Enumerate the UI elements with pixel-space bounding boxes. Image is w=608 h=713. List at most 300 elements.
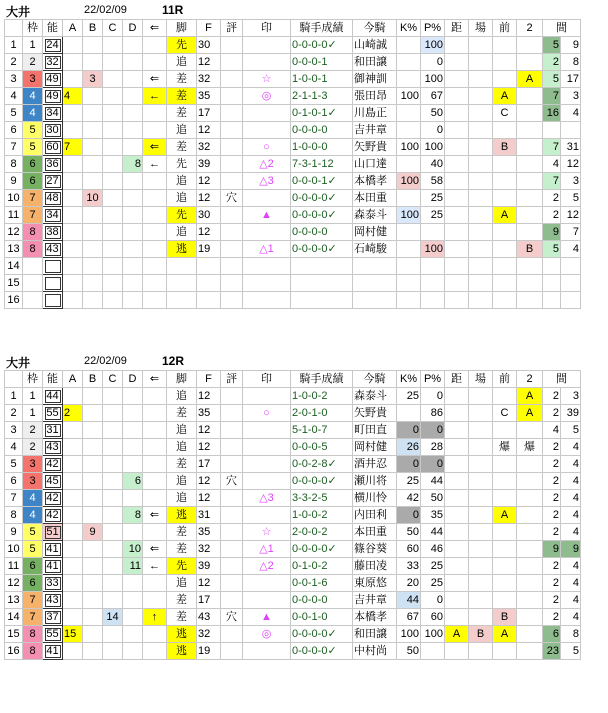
f-value: 12 — [197, 122, 221, 139]
table-row[interactable] — [5, 405, 581, 422]
course-flag — [469, 541, 493, 558]
horse-number: 15 — [5, 626, 23, 643]
rank-a — [63, 456, 83, 473]
horse-number: 4 — [5, 88, 23, 105]
rank-d — [123, 592, 143, 609]
p-percent: 100 — [421, 626, 445, 643]
rank-b — [83, 388, 103, 405]
rank-b — [83, 122, 103, 139]
running-style: 差 — [167, 609, 197, 626]
header-cell: 間 — [543, 371, 581, 388]
p-percent: 50 — [421, 490, 445, 507]
table-row[interactable] — [5, 422, 581, 439]
frame-number — [23, 258, 43, 275]
prediction-mark: △2 — [243, 156, 291, 173]
empty-cell — [421, 258, 445, 275]
table-row[interactable] — [5, 524, 581, 541]
rank-b — [83, 173, 103, 190]
ability-score: 43 — [43, 592, 63, 609]
rank-c — [103, 626, 123, 643]
frame-number: 3 — [23, 473, 43, 490]
empty-cell — [103, 258, 123, 275]
table-row[interactable] — [5, 592, 581, 609]
frame-number: 1 — [23, 388, 43, 405]
ability-score: 48 — [43, 190, 63, 207]
header-cell: 脚 — [167, 371, 197, 388]
rank-b — [83, 626, 103, 643]
table-row[interactable] — [5, 241, 581, 258]
arrow-mark — [143, 173, 167, 190]
header-cell: 枠 — [23, 371, 43, 388]
table-row[interactable] — [5, 71, 581, 88]
rank-a — [63, 524, 83, 541]
interval-2: 4 — [561, 609, 581, 626]
rank-d: 6 — [123, 473, 143, 490]
running-style: 追 — [167, 122, 197, 139]
rank-a — [63, 439, 83, 456]
k-percent — [397, 71, 421, 88]
jockey-name: 川島正 — [353, 105, 397, 122]
horse-number: 16 — [5, 292, 23, 309]
table-row[interactable] — [5, 258, 581, 275]
running-style: 追 — [167, 439, 197, 456]
rank-a — [63, 207, 83, 224]
interval-1: 7 — [543, 88, 561, 105]
jockey-name: 森泰斗 — [353, 388, 397, 405]
evaluation — [221, 422, 243, 439]
evaluation — [221, 456, 243, 473]
rank-d — [123, 439, 143, 456]
prediction-mark — [243, 439, 291, 456]
rank-d — [123, 456, 143, 473]
p-percent: 25 — [421, 207, 445, 224]
interval-2: 4 — [561, 592, 581, 609]
evaluation — [221, 507, 243, 524]
course-flag — [469, 456, 493, 473]
jockey-name: 内田利 — [353, 507, 397, 524]
rank-a — [63, 105, 83, 122]
jockey-record: 0-0-1-0 — [291, 609, 353, 626]
course-flag — [469, 54, 493, 71]
p-percent: 0 — [421, 592, 445, 609]
jockey-record: 2-1-1-3 — [291, 88, 353, 105]
interval-2: 4 — [561, 456, 581, 473]
f-value: 39 — [197, 156, 221, 173]
prediction-mark — [243, 643, 291, 660]
arrow-mark — [143, 54, 167, 71]
table-row[interactable] — [5, 122, 581, 139]
header-cell — [5, 371, 23, 388]
table-row[interactable] — [5, 88, 581, 105]
jockey-name: 篠谷葵 — [353, 541, 397, 558]
jockey-record: 7-3-1-12 — [291, 156, 353, 173]
frame-number: 7 — [23, 609, 43, 626]
f-value: 31 — [197, 507, 221, 524]
table-row[interactable] — [5, 626, 581, 643]
frame-number — [23, 275, 43, 292]
second-flag — [517, 190, 543, 207]
empty-cell — [83, 275, 103, 292]
interval-2: 4 — [561, 105, 581, 122]
prediction-mark: △3 — [243, 490, 291, 507]
empty-cell — [517, 258, 543, 275]
empty-cell — [197, 292, 221, 309]
rank-c — [103, 105, 123, 122]
table-row[interactable] — [5, 54, 581, 71]
ability-score: 43 — [43, 439, 63, 456]
running-style: 先 — [167, 37, 197, 54]
running-style: 逃 — [167, 507, 197, 524]
previous-flag — [493, 388, 517, 405]
running-style: 追 — [167, 173, 197, 190]
table-row[interactable] — [5, 490, 581, 507]
f-value: 12 — [197, 190, 221, 207]
rank-c — [103, 541, 123, 558]
rank-b — [83, 37, 103, 54]
ability-score: 33 — [43, 575, 63, 592]
table-row[interactable] — [5, 156, 581, 173]
ability-score: 38 — [43, 224, 63, 241]
interval-1: 9 — [543, 224, 561, 241]
second-flag — [517, 88, 543, 105]
rank-c — [103, 54, 123, 71]
running-style: 追 — [167, 490, 197, 507]
interval-1: 2 — [543, 490, 561, 507]
table-row[interactable] — [5, 643, 581, 660]
ability-score: 41 — [43, 558, 63, 575]
jockey-record: 2-0-1-0 — [291, 405, 353, 422]
ability-score: 43 — [43, 241, 63, 258]
prediction-mark: ◎ — [243, 88, 291, 105]
empty-cell — [543, 275, 561, 292]
p-percent: 58 — [421, 173, 445, 190]
previous-flag — [493, 422, 517, 439]
k-percent: 0 — [397, 422, 421, 439]
rank-a — [63, 241, 83, 258]
horse-number: 6 — [5, 473, 23, 490]
prediction-mark: ○ — [243, 405, 291, 422]
p-percent: 100 — [421, 37, 445, 54]
empty-cell — [543, 258, 561, 275]
rank-c — [103, 643, 123, 660]
header-cell — [5, 20, 23, 37]
rank-c — [103, 241, 123, 258]
running-style: 差 — [167, 592, 197, 609]
second-flag — [517, 122, 543, 139]
rank-c — [103, 88, 123, 105]
rank-d — [123, 405, 143, 422]
rank-b — [83, 609, 103, 626]
rank-c — [103, 224, 123, 241]
frame-number: 6 — [23, 558, 43, 575]
jockey-record: 0-0-2-8✓ — [291, 456, 353, 473]
venue-name: 大井 — [6, 5, 31, 19]
horse-number: 1 — [5, 37, 23, 54]
rank-d — [123, 643, 143, 660]
k-percent: 67 — [397, 609, 421, 626]
interval-1: 7 — [543, 139, 561, 156]
p-percent: 0 — [421, 388, 445, 405]
p-percent: 86 — [421, 405, 445, 422]
previous-flag — [493, 524, 517, 541]
jockey-record: 0-0-0-0 — [291, 122, 353, 139]
f-value: 12 — [197, 173, 221, 190]
jockey-name: 中村尚 — [353, 643, 397, 660]
jockey-record: 0-0-0-0 — [291, 224, 353, 241]
interval-1: 2 — [543, 473, 561, 490]
table-row[interactable] — [5, 207, 581, 224]
ability-score: 60 — [43, 139, 63, 156]
interval-2: 9 — [561, 541, 581, 558]
interval-2: 5 — [561, 422, 581, 439]
rank-b: 9 — [83, 524, 103, 541]
frame-number: 6 — [23, 575, 43, 592]
interval-1: 2 — [543, 405, 561, 422]
rank-d — [123, 173, 143, 190]
f-value: 35 — [197, 405, 221, 422]
course-flag — [469, 507, 493, 524]
table-row[interactable] — [5, 456, 581, 473]
rank-a — [63, 54, 83, 71]
evaluation — [221, 626, 243, 643]
jockey-record: 0-0-1-6 — [291, 575, 353, 592]
rank-d — [123, 224, 143, 241]
rank-c — [103, 388, 123, 405]
table-row[interactable] — [5, 37, 581, 54]
k-percent — [397, 241, 421, 258]
k-percent — [397, 224, 421, 241]
course-flag — [469, 643, 493, 660]
f-value: 12 — [197, 490, 221, 507]
arrow-mark: ← — [143, 88, 167, 105]
jockey-name: 岡村健 — [353, 224, 397, 241]
table-row[interactable] — [5, 190, 581, 207]
frame-number: 8 — [23, 224, 43, 241]
f-value: 17 — [197, 105, 221, 122]
race-block-12r — [4, 354, 581, 660]
table-row[interactable] — [5, 541, 581, 558]
f-value: 35 — [197, 88, 221, 105]
course-flag — [469, 575, 493, 592]
header-cell: C — [103, 371, 123, 388]
ability-score — [43, 275, 63, 292]
table-row[interactable] — [5, 292, 581, 309]
header-row — [5, 371, 581, 388]
evaluation — [221, 388, 243, 405]
interval-1: 2 — [543, 592, 561, 609]
arrow-mark — [143, 241, 167, 258]
rank-b — [83, 558, 103, 575]
rank-a — [63, 71, 83, 88]
table-row[interactable] — [5, 473, 581, 490]
arrow-mark: ⇐ — [143, 507, 167, 524]
frame-number: 2 — [23, 439, 43, 456]
table-row[interactable] — [5, 275, 581, 292]
previous-flag — [493, 190, 517, 207]
evaluation — [221, 524, 243, 541]
course-flag — [469, 439, 493, 456]
f-value: 19 — [197, 241, 221, 258]
second-flag — [517, 105, 543, 122]
prediction-mark — [243, 122, 291, 139]
arrow-mark — [143, 524, 167, 541]
table-row[interactable] — [5, 139, 581, 156]
interval-1: 9 — [543, 541, 561, 558]
p-percent — [421, 643, 445, 660]
horse-number: 8 — [5, 156, 23, 173]
header-cell: F — [197, 20, 221, 37]
frame-number: 8 — [23, 643, 43, 660]
header-cell: 評 — [221, 20, 243, 37]
running-style: 追 — [167, 190, 197, 207]
f-value: 12 — [197, 439, 221, 456]
empty-cell — [517, 275, 543, 292]
empty-cell — [221, 258, 243, 275]
k-percent: 50 — [397, 524, 421, 541]
k-percent: 50 — [397, 643, 421, 660]
course-flag — [469, 405, 493, 422]
interval-1: 23 — [543, 643, 561, 660]
second-flag — [517, 156, 543, 173]
running-style: 差 — [167, 405, 197, 422]
distance-flag — [445, 575, 469, 592]
jockey-record: 0-1-0-1✓ — [291, 105, 353, 122]
ability-score: 41 — [43, 643, 63, 660]
empty-cell — [469, 258, 493, 275]
jockey-record: 1-0-0-2 — [291, 507, 353, 524]
rank-c — [103, 139, 123, 156]
f-value: 17 — [197, 592, 221, 609]
arrow-mark — [143, 643, 167, 660]
ability-score: 49 — [43, 88, 63, 105]
frame-number: 7 — [23, 592, 43, 609]
previous-flag: A — [493, 207, 517, 224]
k-percent: 100 — [397, 88, 421, 105]
prediction-mark: ◎ — [243, 626, 291, 643]
ability-score: 42 — [43, 490, 63, 507]
rank-c — [103, 156, 123, 173]
rank-a — [63, 592, 83, 609]
jockey-record: 0-0-0-0✓ — [291, 241, 353, 258]
jockey-name: 本橋孝 — [353, 173, 397, 190]
running-style: 差 — [167, 88, 197, 105]
running-style: 追 — [167, 54, 197, 71]
table-row[interactable] — [5, 105, 581, 122]
horse-number: 14 — [5, 258, 23, 275]
course-flag — [469, 592, 493, 609]
course-flag — [469, 88, 493, 105]
empty-cell — [469, 275, 493, 292]
rank-d — [123, 122, 143, 139]
prediction-mark — [243, 473, 291, 490]
distance-flag — [445, 54, 469, 71]
ability-score: 49 — [43, 71, 63, 88]
k-percent: 42 — [397, 490, 421, 507]
k-percent: 20 — [397, 575, 421, 592]
previous-flag — [493, 592, 517, 609]
previous-flag: C — [493, 405, 517, 422]
header-cell: 場 — [469, 371, 493, 388]
table-row[interactable] — [5, 388, 581, 405]
previous-flag — [493, 241, 517, 258]
empty-cell — [221, 275, 243, 292]
p-percent: 67 — [421, 88, 445, 105]
jockey-name: 御神訓 — [353, 71, 397, 88]
horse-number: 2 — [5, 54, 23, 71]
horse-number: 14 — [5, 609, 23, 626]
rank-c — [103, 207, 123, 224]
header-cell: 能 — [43, 371, 63, 388]
course-flag — [469, 558, 493, 575]
interval-2: 5 — [561, 643, 581, 660]
evaluation — [221, 575, 243, 592]
rank-c — [103, 439, 123, 456]
frame-number: 1 — [23, 37, 43, 54]
running-style: 追 — [167, 473, 197, 490]
prediction-mark — [243, 592, 291, 609]
table-row[interactable] — [5, 173, 581, 190]
rank-a — [63, 37, 83, 54]
arrow-mark — [143, 575, 167, 592]
rank-d — [123, 71, 143, 88]
interval-1: 6 — [543, 626, 561, 643]
empty-cell — [421, 292, 445, 309]
table-row[interactable] — [5, 609, 581, 626]
p-percent: 100 — [421, 241, 445, 258]
f-value: 39 — [197, 558, 221, 575]
ability-score: 45 — [43, 473, 63, 490]
f-value: 17 — [197, 456, 221, 473]
table-row[interactable] — [5, 575, 581, 592]
table-row[interactable] — [5, 439, 581, 456]
running-style: 逃 — [167, 626, 197, 643]
header-cell: 場 — [469, 20, 493, 37]
table-row[interactable] — [5, 507, 581, 524]
distance-flag — [445, 609, 469, 626]
rank-b — [83, 139, 103, 156]
jockey-name: 山口達 — [353, 156, 397, 173]
prediction-mark — [243, 105, 291, 122]
course-flag — [469, 139, 493, 156]
header-cell: 前 — [493, 371, 517, 388]
second-flag — [517, 592, 543, 609]
horse-number: 6 — [5, 122, 23, 139]
previous-flag — [493, 54, 517, 71]
interval-1: 2 — [543, 524, 561, 541]
empty-cell — [243, 258, 291, 275]
second-flag — [517, 173, 543, 190]
table-row[interactable] — [5, 558, 581, 575]
previous-flag — [493, 122, 517, 139]
jockey-name: 森泰斗 — [353, 207, 397, 224]
table-row[interactable] — [5, 224, 581, 241]
empty-cell — [445, 258, 469, 275]
rank-d — [123, 54, 143, 71]
frame-number — [23, 292, 43, 309]
ability-score: 34 — [43, 207, 63, 224]
f-value: 12 — [197, 224, 221, 241]
rank-c — [103, 37, 123, 54]
jockey-name: 本田重 — [353, 524, 397, 541]
rank-c — [103, 575, 123, 592]
distance-flag — [445, 173, 469, 190]
interval-2: 17 — [561, 71, 581, 88]
empty-cell — [167, 292, 197, 309]
empty-cell — [243, 292, 291, 309]
rank-b — [83, 507, 103, 524]
rank-d — [123, 241, 143, 258]
interval-2: 5 — [561, 190, 581, 207]
